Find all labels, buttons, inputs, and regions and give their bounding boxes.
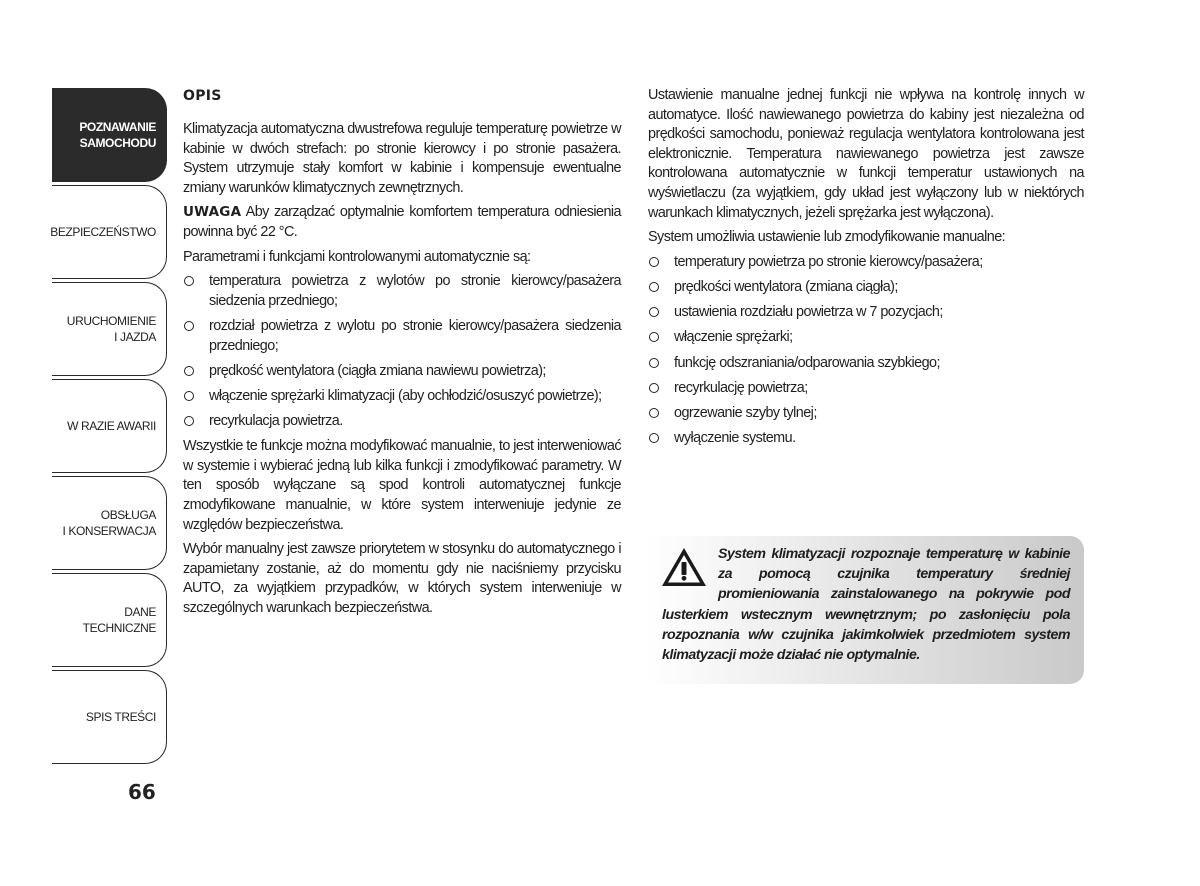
list-item: włączenie sprężarki; xyxy=(648,328,1084,348)
list-item: ogrzewanie szyby tylnej; xyxy=(648,404,1084,424)
warning-box xyxy=(646,536,1084,684)
list-item: temperatura powietrza z wylotów po stronie kierowcy/pasażera siedzenia przedniego; xyxy=(183,272,621,311)
section-heading: OPIS xyxy=(183,88,222,104)
priority-paragraph: Wybór manualny jest zawsze priorytetem w stosynku do automatycznego i zapamietany zostanie, aż do momentu gdy nie naciśniemy przycisku AUTO, za wyjątkiem przypadków, w których system interweniuje w szczególnych warunkach bezpieczeństwa. xyxy=(183,541,621,617)
note-text: Aby zarządzać optymalnie komfortem temperatura odniesienia powinna być 22 °C. xyxy=(183,204,621,240)
list-item: funkcję odszraniania/odparowania szybkiego; xyxy=(648,354,1084,374)
tab-poznawanie-samochodu[interactable]: POZNAWANIE SAMOCHODU xyxy=(52,88,167,182)
intro-paragraph: Klimatyzacja automatyczna dwustrefowa reguluje temperaturę powietrze w kabinie w dwóch strefach: po stronie kierowcy i po stronie pasażera. System utrzymuje stały komfort w kabinie i kompensuje ewentualne zmiany warunków klimatycznych zewnętrznych. xyxy=(183,121,621,196)
tab-obsluga-i-konserwacja[interactable]: OBSŁUGA I KONSERWACJA xyxy=(52,476,167,570)
list-item: recyrkulację powietrza; xyxy=(648,379,1084,399)
list-item: ustawienia rozdziału powietrza w 7 pozycjach; xyxy=(648,303,1084,323)
list-item: prędkości wentylatora (zmiana ciągła); xyxy=(648,278,1084,298)
tab-dane-techniczne[interactable]: DANE TECHNICZNE xyxy=(52,573,167,667)
tab-spis-tresci[interactable]: SPIS TREŚCI xyxy=(52,670,167,764)
tab-bezpieczenstwo[interactable]: BEZPIECZEŃSTWO xyxy=(52,185,167,279)
list-item: recyrkulacja powietrza. xyxy=(183,412,621,432)
chapter-tabs xyxy=(52,88,167,767)
list-item: rozdział powietrza z wylotu po stronie kierowcy/pasażera siedzenia przedniego; xyxy=(183,317,621,356)
params-intro: Parametrami i funkcjami kontrolowanymi automatycznie są: xyxy=(183,248,531,265)
tab-uruchomienie-i-jazda[interactable]: URUCHOMIENIE I JAZDA xyxy=(52,282,167,376)
list-item: prędkość wentylatora (ciągła zmiana nawiewu powietrza); xyxy=(183,362,621,382)
list-item: temperatury powietrza po stronie kierowcy/pasażera; xyxy=(648,253,1084,273)
note-label: UWAGA xyxy=(183,204,242,221)
manual-paragraph: Wszystkie te funkcje można modyfikować manualnie, to jest interweniować w systemie i wybierać jedną lub kilka funkcji i zmodyfikować parametry. W ten sposób wyłączane są spod kontroli automatycznej funkcje zmodyfikowane manualnie, w które system interweniuje jedynie ze względów bezpieczeństwa. xyxy=(183,438,621,533)
left-column xyxy=(183,86,621,624)
manual-options-intro: System umożliwia ustawienie lub zmodyfikowanie manualne: xyxy=(648,229,1006,246)
list-item: włączenie sprężarki klimatyzacji (aby ochłodzić/osuszyć powietrze); xyxy=(183,387,621,407)
note-paragraph xyxy=(183,203,621,242)
right-column xyxy=(648,86,1084,454)
manual-setting-paragraph: Ustawienie manualne jednej funkcji nie wpływa na kontrolę innych w automatyce. Ilość nawiewanego powietrza do kabiny jest niezależna od prędkości samochodu, ponieważ regulacja wentylatora kontrolowana jest elektronicznie. Temperatura nawiewanego powietrza jest zawsze kontrolowana automatycznie w funkcji temperatur ustawionych na wyświetlaczu (za wyjątkiem, gdy układ jest wyłączony lub w niektórych warunkach klimatycznych, jeżeli sprężarka jest wyłączona). xyxy=(648,87,1084,221)
auto-functions-list xyxy=(183,272,621,432)
list-item: wyłączenie systemu. xyxy=(648,429,1084,449)
warning-triangle-icon xyxy=(660,546,708,588)
page-number: 66 xyxy=(128,780,156,804)
manual-options-list xyxy=(648,253,1084,449)
warning-text: System klimatyzacji rozpoznaje temperaturę w kabinie za pomocą czujnika temperatury średniej promieniowania zainstalowanego na pokrywie pod lusterkiem wstecznym wewnętrznym; po zasłonięciu pola rozpoznania w/w czujnika jakimkolwiek przedmiotem system klimatyzacji może działać nie optymalnie. xyxy=(662,546,1070,664)
tab-w-razie-awarii[interactable]: W RAZIE AWARII xyxy=(52,379,167,473)
